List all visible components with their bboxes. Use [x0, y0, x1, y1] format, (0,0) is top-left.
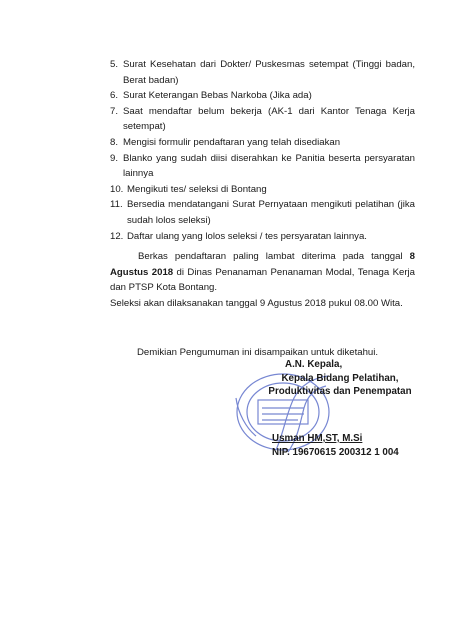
list-item [110, 151, 415, 182]
list-item [110, 182, 415, 198]
item-number: 6. [110, 90, 119, 102]
list-item [110, 135, 415, 151]
signature-block [255, 358, 425, 399]
item-text: Blanko yang sudah diisi diserahkan ke Panitia beserta persyaratan lainnya [123, 152, 415, 180]
closing-paragraph: Demikian Pengumuman ini disampaikan untuk diketahui. [137, 347, 379, 358]
selection-paragraph: Seleksi akan dilaksanakan tanggal 9 Agustus 2018 pukul 08.00 Wita. [110, 298, 403, 309]
item-text: Saat mendaftar belum bekerja (AK-1 dari Kantor Tenaga Kerja setempat) [123, 105, 415, 133]
signatory-name: Usman HM,ST, M.Si [272, 433, 363, 444]
item-text: Mengisi formulir pendaftaran yang telah disediakan [123, 136, 341, 148]
item-text: Surat Keterangan Bebas Narkoba (Jika ada) [123, 90, 312, 102]
signature-line-3: Produktivitas dan Penempatan [268, 386, 412, 397]
submission-text-pre: Berkas pendaftaran paling lambat diterima pada tanggal [138, 251, 410, 262]
list-item [110, 88, 415, 104]
signatory-nip: NIP. 19670615 200312 1 004 [272, 447, 399, 458]
requirements-list [110, 57, 415, 244]
list-item [110, 104, 415, 135]
item-text: Daftar ulang yang lolos seleksi / tes persyaratan lainnya. [127, 230, 367, 242]
item-number: 9. [110, 152, 119, 164]
list-item [110, 197, 415, 228]
submission-deadline: 8 Agustus 2018 [110, 251, 415, 278]
list-item [110, 57, 415, 88]
submission-text-post: di Dinas Penanaman Penanaman Modal, Tenaga Kerja dan PTSP Kota Bontang. [110, 266, 416, 294]
signature-line-1: A.N. Kepala, [285, 359, 343, 370]
item-number: 10. [110, 183, 124, 195]
item-text: Mengikuti tes/ seleksi di Bontang [127, 183, 267, 195]
item-number: 11. [110, 199, 123, 211]
signatory-block [272, 432, 399, 460]
item-text: Surat Kesehatan dari Dokter/ Puskesmas setempat (Tinggi badan, Berat badan) [123, 59, 415, 86]
item-number: 7. [110, 105, 119, 117]
submission-paragraph [110, 249, 415, 296]
item-number: 12. [110, 230, 124, 242]
item-number: 5. [110, 59, 119, 70]
signature-line-2: Kepala Bidang Pelatihan, [281, 372, 399, 384]
item-number: 8. [110, 136, 119, 148]
item-text: Bersedia mendatangani Surat Pernyataan mengikuti pelatihan (jika sudah lolos seleksi) [127, 199, 415, 226]
list-item [110, 229, 415, 245]
